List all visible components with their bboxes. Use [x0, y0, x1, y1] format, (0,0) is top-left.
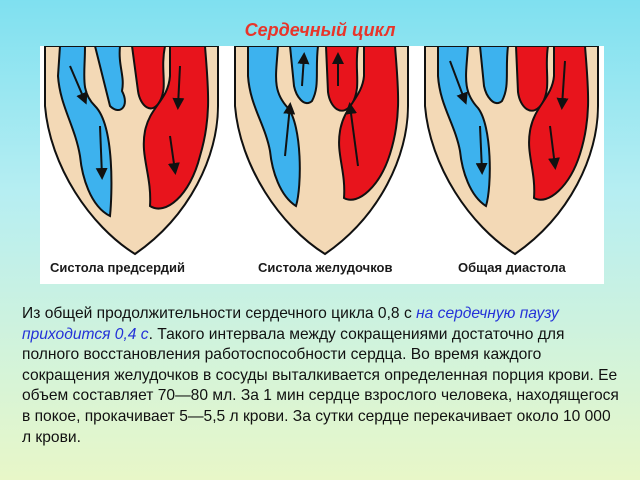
caption-general-diastole: Общая диастола: [458, 260, 566, 275]
heart-cycle-figure: [40, 46, 604, 284]
heart-diagrams: [40, 46, 604, 284]
slide-title: Сердечный цикл: [244, 20, 396, 40]
description-paragraph: [22, 304, 622, 448]
paragraph-highlight: на сердечную паузу приходится 0,4 с: [22, 305, 559, 343]
heart-ventricular-systole: [235, 46, 408, 254]
paragraph-part1: Из общей продолжительности сердечного цикла 0,8 с: [22, 305, 417, 322]
caption-atrial-systole: Систола предсердий: [50, 260, 185, 275]
paragraph-part2: . Такого интервала между сокращениями достаточно для полного восстановления работоспособности сердца. Во время каждого сокращения желудочков в сосуды выталкивается определенная порция крови. Ее объем составляет 70—80 мл. За 1 мин сердце взрослого человека, находящегося в покое, прокачивает 5—5,5 л крови. За сутки сердце перекачивает около 10 000 л крови.: [22, 325, 619, 446]
heart-atrial-systole: [45, 46, 218, 254]
caption-ventricular-systole: Систола желудочков: [258, 260, 393, 275]
heart-general-diastole: [425, 46, 598, 254]
